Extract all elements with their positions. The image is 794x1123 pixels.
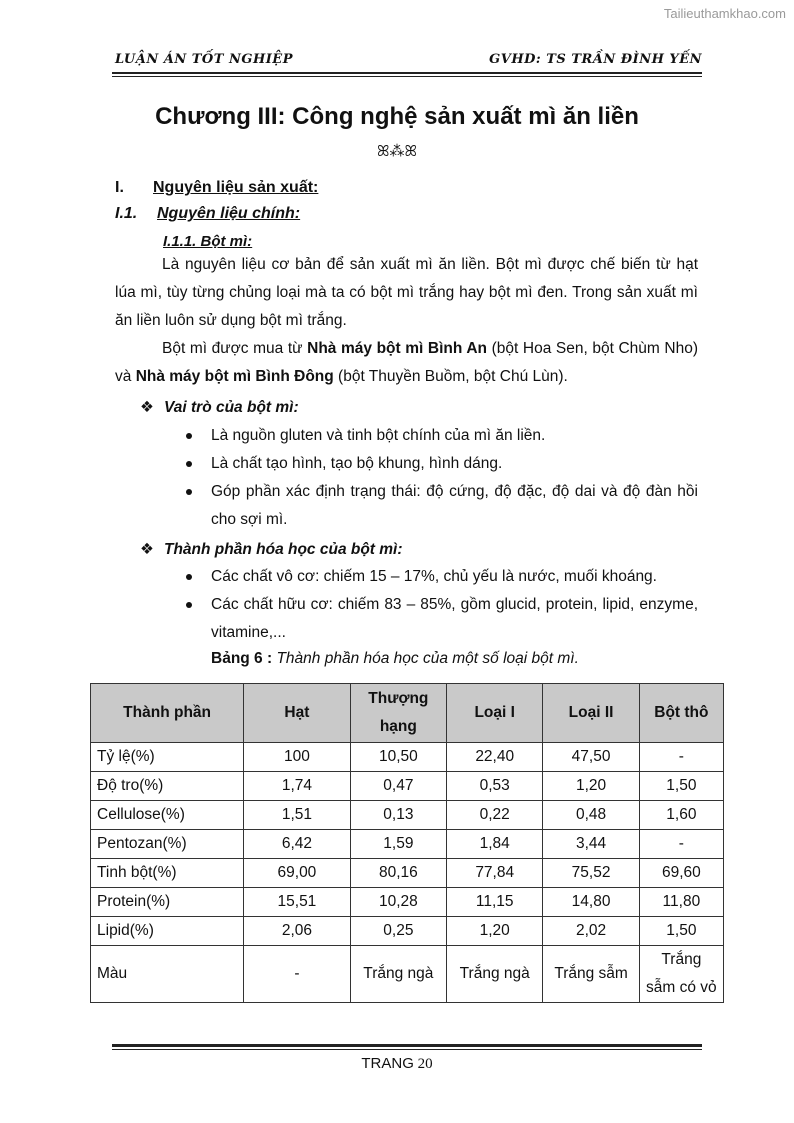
table-cell: 1,50 bbox=[639, 917, 723, 946]
caption-label: Bảng 6 : bbox=[211, 650, 273, 667]
table-cell: 1,51 bbox=[244, 801, 351, 830]
row-label-cell: Cellulose(%) bbox=[91, 801, 244, 830]
table-cell: - bbox=[639, 743, 723, 772]
table-row bbox=[91, 743, 724, 772]
list-item bbox=[186, 478, 698, 534]
paragraph-1-text: Là nguyên liệu cơ bản để sản xuất mì ăn liền. Bột mì được chế biến từ hạt lúa mì, tùy từng chủng loại mà ta có bột mì trắng hay bột mì đen. Trong sản xuất mì ăn liền luôn sử dụng bột mì trắng. bbox=[115, 256, 698, 329]
composition-heading bbox=[140, 540, 403, 559]
composition-table bbox=[90, 683, 724, 1003]
page-label: TRANG bbox=[361, 1055, 414, 1072]
list-item-text: Là nguồn gluten và tinh bột chính của mì ăn liền. bbox=[211, 427, 546, 444]
table-cell: 11,15 bbox=[447, 888, 543, 917]
list-item-text: Các chất vô cơ: chiếm 15 – 17%, chủ yếu là nước, muối khoáng. bbox=[211, 568, 657, 585]
table-cell: 14,80 bbox=[543, 888, 639, 917]
table-cell: 75,52 bbox=[543, 859, 639, 888]
table-cell: 100 bbox=[244, 743, 351, 772]
table-cell: 1,84 bbox=[447, 830, 543, 859]
section-text: Nguyên liệu sản xuất: bbox=[153, 179, 319, 196]
table-row bbox=[91, 946, 724, 1003]
ornament: ꕤ⁂ꕤ bbox=[377, 143, 417, 160]
list-item bbox=[186, 563, 698, 591]
table-cell: Trắng sẫm bbox=[543, 946, 639, 1003]
list-item-text: Là chất tạo hình, tạo bộ khung, hình dáng. bbox=[211, 455, 503, 472]
table-cell: Trắng ngà bbox=[350, 946, 446, 1003]
table-cell: - bbox=[244, 946, 351, 1003]
header-rule-thin bbox=[112, 76, 702, 77]
table-row bbox=[91, 859, 724, 888]
row-label-cell: Màu bbox=[91, 946, 244, 1003]
table-cell: 0,48 bbox=[543, 801, 639, 830]
table-cell: Trắng ngà bbox=[447, 946, 543, 1003]
table-header-row bbox=[91, 684, 724, 743]
list-item bbox=[186, 591, 698, 647]
table-cell: Trắng sẫm có vỏ bbox=[639, 946, 723, 1003]
table-cell: 22,40 bbox=[447, 743, 543, 772]
supplier-2: Nhà máy bột mì Bình Đông bbox=[135, 368, 334, 385]
role-heading-text: Vai trò của bột mì: bbox=[164, 399, 299, 416]
row-label-cell: Pentozan(%) bbox=[91, 830, 244, 859]
table-cell: 1,50 bbox=[639, 772, 723, 801]
row-label-cell: Protein(%) bbox=[91, 888, 244, 917]
table-cell: 1,20 bbox=[447, 917, 543, 946]
table-header-cell: Thượng hạng bbox=[350, 684, 446, 743]
table-caption bbox=[211, 650, 579, 668]
table-cell: 1,20 bbox=[543, 772, 639, 801]
table-header-cell: Loại I bbox=[447, 684, 543, 743]
header-right: GVHD: TS TRẦN ĐÌNH YẾN bbox=[489, 52, 702, 67]
header-left: LUẬN ÁN TỐT NGHIỆP bbox=[115, 52, 293, 67]
table-row bbox=[91, 772, 724, 801]
composition-heading-text: Thành phần hóa học của bột mì: bbox=[164, 541, 403, 558]
table-cell: 0,13 bbox=[350, 801, 446, 830]
table-cell: 0,53 bbox=[447, 772, 543, 801]
bullet-icon bbox=[186, 461, 192, 467]
paragraph-2-part: (bột Thuyền Buồm, bột Chú Lùn). bbox=[333, 368, 568, 385]
table-cell: 0,47 bbox=[350, 772, 446, 801]
table-cell: 15,51 bbox=[244, 888, 351, 917]
table-cell: 69,60 bbox=[639, 859, 723, 888]
section-number: I. bbox=[115, 179, 124, 196]
page-number bbox=[0, 1055, 794, 1073]
table-cell: 2,06 bbox=[244, 917, 351, 946]
table-cell: 47,50 bbox=[543, 743, 639, 772]
table-cell: 80,16 bbox=[350, 859, 446, 888]
section-heading-1-1-1: I.1.1. Bột mì: bbox=[163, 233, 253, 250]
row-label-cell: Độ tro(%) bbox=[91, 772, 244, 801]
table-cell: 10,28 bbox=[350, 888, 446, 917]
chapter-title: Chương III: Công nghệ sản xuất mì ăn liền bbox=[155, 103, 639, 130]
table-row bbox=[91, 830, 724, 859]
page-value: 20 bbox=[417, 1056, 433, 1072]
table-cell: 3,44 bbox=[543, 830, 639, 859]
table-cell: 1,59 bbox=[350, 830, 446, 859]
table-header-cell: Thành phần bbox=[91, 684, 244, 743]
list-item-text: Góp phần xác định trạng thái: độ cứng, độ đặc, độ dai và độ đàn hồi cho sợi mì. bbox=[211, 483, 698, 528]
section-number: I.1. bbox=[115, 205, 138, 222]
table-cell: 0,22 bbox=[447, 801, 543, 830]
bullet-icon bbox=[186, 574, 192, 580]
caption-text: Thành phần hóa học của một số loại bột mì. bbox=[276, 650, 579, 667]
section-heading-1 bbox=[115, 179, 318, 197]
table-row bbox=[91, 917, 724, 946]
supplier-1: Nhà máy bột mì Bình An bbox=[307, 340, 488, 357]
table-cell: 0,25 bbox=[350, 917, 446, 946]
paragraph-2-part: (bột Hoa Sen, bột Chùm Nho) và bbox=[115, 340, 699, 385]
role-heading bbox=[140, 398, 299, 417]
list-item-text: Các chất hữu cơ: chiếm 83 – 85%, gồm glucid, protein, lipid, enzyme, vitamine,... bbox=[211, 596, 698, 641]
table-row bbox=[91, 801, 724, 830]
header-rule bbox=[112, 72, 702, 74]
table-cell: 11,80 bbox=[639, 888, 723, 917]
section-text: Nguyên liệu chính: bbox=[157, 205, 301, 222]
watermark: Tailieuthamkhao.com bbox=[663, 6, 786, 21]
table-header-cell: Loại II bbox=[543, 684, 639, 743]
table-header-cell: Bột thô bbox=[639, 684, 723, 743]
paragraph-2 bbox=[115, 335, 698, 391]
table-row bbox=[91, 888, 724, 917]
table-cell: - bbox=[639, 830, 723, 859]
table-header-cell: Hạt bbox=[244, 684, 351, 743]
row-label-cell: Tỷ lệ(%) bbox=[91, 743, 244, 772]
bullet-icon bbox=[186, 489, 192, 495]
bullet-icon bbox=[186, 602, 192, 608]
footer-rule-thin bbox=[112, 1049, 702, 1050]
row-label-cell: Lipid(%) bbox=[91, 917, 244, 946]
diamond-bullet-icon: ❖ bbox=[140, 399, 154, 416]
table-cell: 2,02 bbox=[543, 917, 639, 946]
bullet-icon bbox=[186, 433, 192, 439]
table-cell: 6,42 bbox=[244, 830, 351, 859]
table-cell: 1,74 bbox=[244, 772, 351, 801]
footer-rule bbox=[112, 1044, 702, 1047]
section-heading-1-1 bbox=[115, 205, 300, 223]
row-label-cell: Tinh bột(%) bbox=[91, 859, 244, 888]
table-cell: 77,84 bbox=[447, 859, 543, 888]
list-item bbox=[186, 422, 698, 450]
table-cell: 1,60 bbox=[639, 801, 723, 830]
table-cell: 69,00 bbox=[244, 859, 351, 888]
paragraph-1 bbox=[115, 251, 698, 335]
table-cell: 10,50 bbox=[350, 743, 446, 772]
list-item bbox=[186, 450, 698, 478]
paragraph-2-part: Bột mì được mua từ bbox=[162, 340, 308, 357]
diamond-bullet-icon: ❖ bbox=[140, 541, 154, 558]
